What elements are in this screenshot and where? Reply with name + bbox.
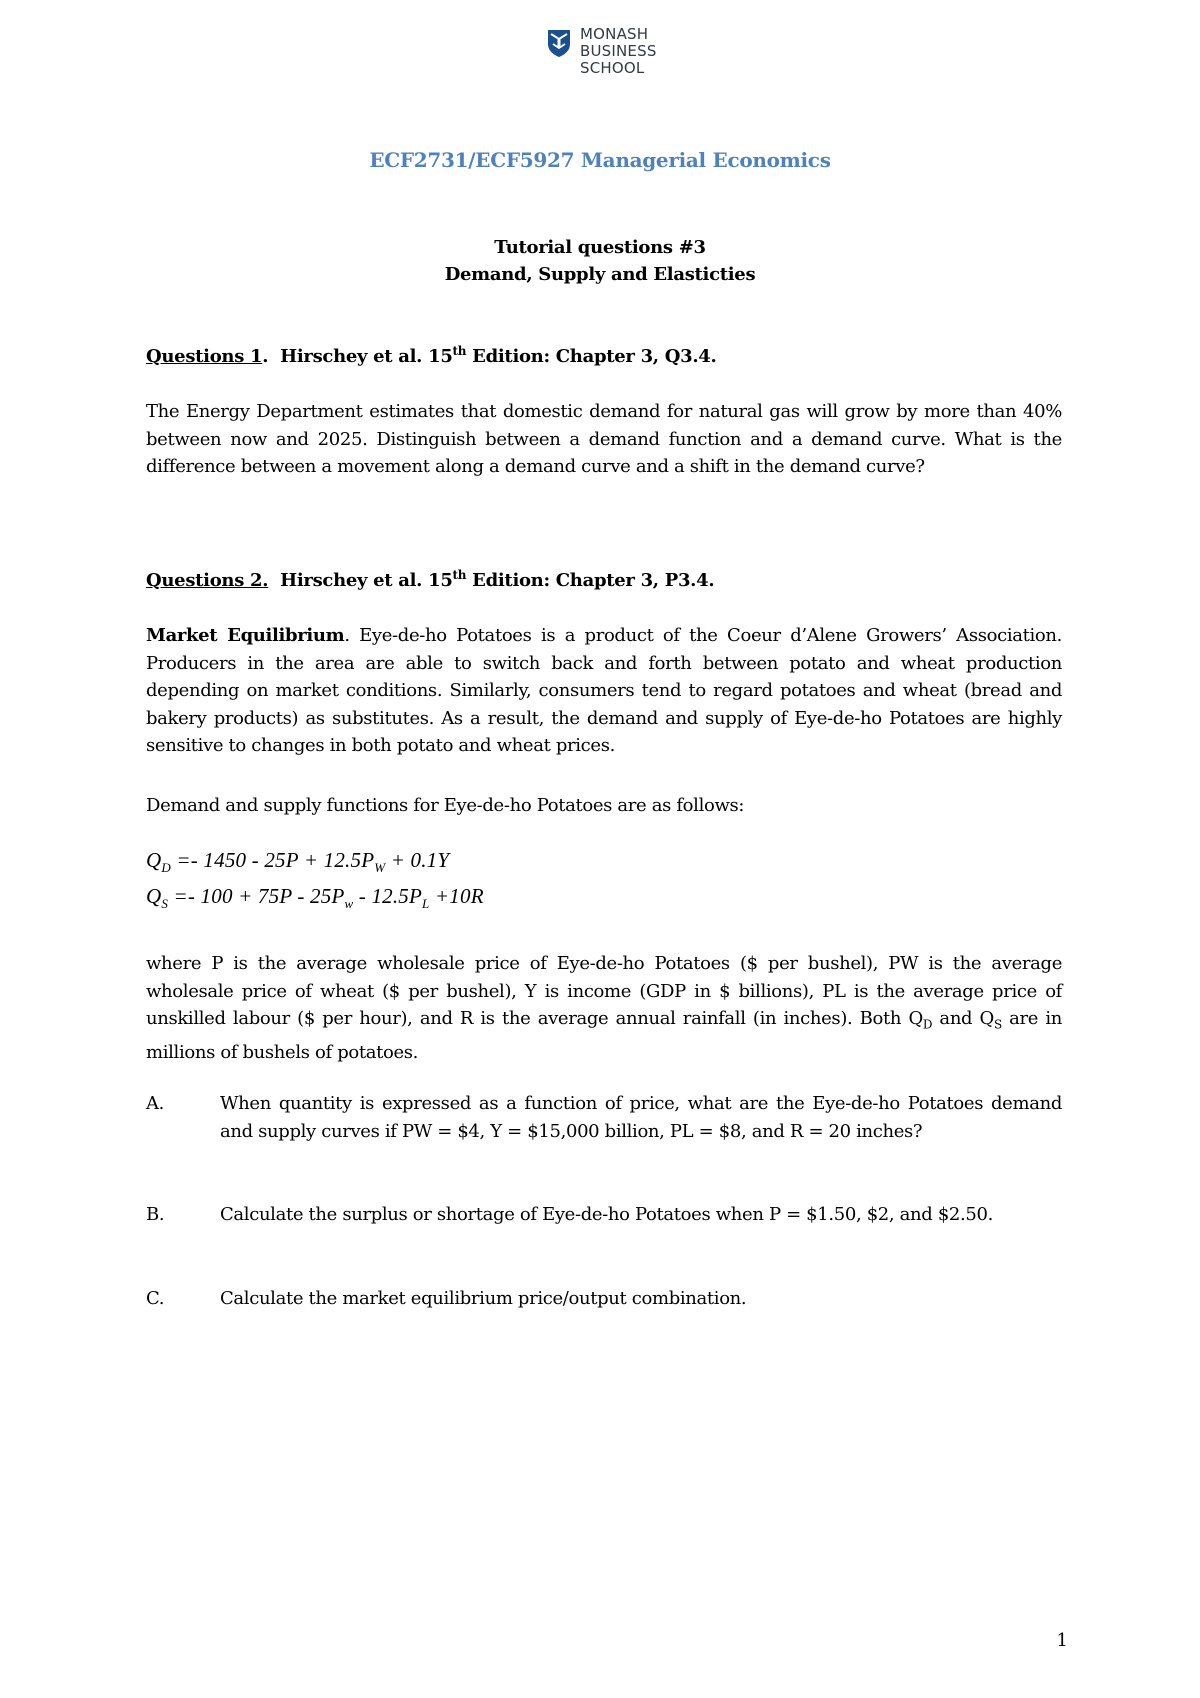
- demand-pw-sub: W: [374, 860, 386, 876]
- question-1-source: Hirschey et al. 15: [280, 346, 453, 367]
- demand-q: Q: [146, 848, 162, 872]
- demand-rhs-2: + 0.1Y: [385, 848, 450, 872]
- where-sub-s: S: [993, 1017, 1002, 1032]
- demand-equation: [146, 848, 449, 876]
- question-2-source-sup: th: [452, 568, 467, 582]
- demand-q-sub: D: [161, 860, 171, 876]
- supply-q: Q: [146, 884, 162, 908]
- question-2-label: Questions 2.: [146, 570, 269, 591]
- tutorial-number: Tutorial questions #3: [494, 237, 706, 258]
- question-1-label: Questions 1: [146, 346, 263, 367]
- market-equilibrium-term: Market Equilibrium: [146, 625, 345, 646]
- monash-logo: [546, 26, 657, 77]
- where-text-3: are in millions of bushels of potatoes.: [146, 1008, 1062, 1064]
- list-item-label: C.: [146, 1288, 165, 1309]
- list-item: [146, 1090, 1062, 1145]
- question-1-source-sup: th: [452, 344, 467, 358]
- question-2-intro-text: . Eye-de-ho Potatoes is a product of the Coeur d’Alene Growers’ Association. Producers in the area are able to switch back and forth between potato and wheat production depending on market conditions. Similarly, consumers tend to regard potatoes and wheat (bread and bakery products) as substitutes. As a result, the demand and supply of Eye-de-ho Potatoes are highly sensitive to changes in both potato and wheat prices.: [146, 625, 1062, 756]
- supply-q-sub: S: [161, 896, 169, 912]
- supply-pw-sub: w: [344, 896, 354, 912]
- list-item-text: When quantity is expressed as a function of price, what are the Eye-de-ho Potatoes demand and supply curves if PW = $4, Y = $15,000 billion, PL = $8, and R = 20 inches?: [220, 1093, 1062, 1142]
- question-2-intro: [146, 622, 1062, 760]
- supply-equation: [146, 884, 484, 912]
- logo-text: [580, 26, 657, 77]
- where-sub-d: D: [922, 1017, 933, 1032]
- supply-rhs-2: - 12.5P: [353, 884, 423, 908]
- supply-rhs-1: =- 100 + 75P - 25P: [168, 884, 345, 908]
- question-2-heading: [146, 568, 714, 591]
- question-1-text: The Energy Department estimates that domestic demand for natural gas will grow by more than 40% between now and 2025. Distinguish between a demand function and a demand curve. What is the difference between a movement along a demand curve and a shift in the demand curve?: [146, 401, 1062, 477]
- question-1-source-post: Edition: Chapter 3, Q3.4.: [466, 346, 717, 367]
- tutorial-heading: [0, 234, 1200, 288]
- supply-pl-sub: L: [422, 896, 430, 912]
- supply-rhs-3: +10R: [429, 884, 484, 908]
- functions-intro: Demand and supply functions for Eye-de-ho Potatoes are as follows:: [146, 795, 745, 816]
- list-item: [146, 1285, 1062, 1313]
- course-title: ECF2731/ECF5927 Managerial Economics: [369, 148, 831, 172]
- list-item-text: Calculate the surplus or shortage of Eye-de-ho Potatoes when P = $1.50, $2, and $2.50.: [220, 1204, 993, 1225]
- list-item: [146, 1201, 1062, 1229]
- where-text-2: and Q: [932, 1008, 994, 1029]
- logo-line-2: BUSINESS: [580, 42, 657, 60]
- list-item-label: A.: [146, 1093, 165, 1114]
- question-2-source: Hirschey et al. 15: [280, 570, 453, 591]
- page-number: 1: [1056, 1630, 1068, 1651]
- tutorial-topic: Demand, Supply and Elasticties: [444, 264, 756, 285]
- where-text-1: where P is the average wholesale price of Eye-de-ho Potatoes ($ per bushel), PW is the average wholesale price of wheat ($ per bushel), Y is income (GDP in $ billions), PL is the average price of unskilled labour ($ per hour), and R is the average annual rainfall (in inches). Both Q: [146, 953, 1062, 1029]
- monash-shield-icon: [546, 28, 572, 58]
- question-2-source-post: Edition: Chapter 3, P3.4.: [466, 570, 715, 591]
- logo-line-1: MONASH: [580, 25, 649, 43]
- logo-line-3: SCHOOL: [580, 59, 645, 77]
- list-item-text: Calculate the market equilibrium price/output combination.: [220, 1288, 747, 1309]
- list-item-label: B.: [146, 1204, 165, 1225]
- question-1-heading: Questions 1. Hirschey et al. 15th Edition: Chapter 3, Q3.4.: [146, 344, 717, 367]
- variable-definitions: [146, 950, 1062, 1067]
- demand-rhs-1: =- 1450 - 25P + 12.5P: [170, 848, 375, 872]
